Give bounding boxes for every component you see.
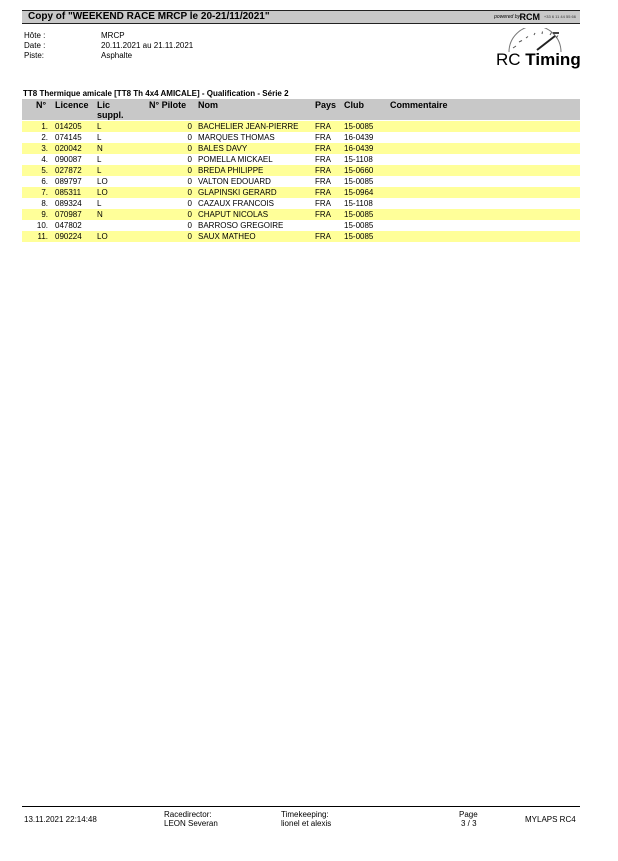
cell-pilot: 0 [187, 177, 192, 186]
logo-timing: Timing [525, 50, 581, 69]
cell-pilot: 0 [187, 133, 192, 142]
report-title-bar [22, 10, 580, 24]
track-label: Piste: [24, 51, 45, 60]
col-lic-suppl: Lic [97, 100, 111, 110]
table-header [22, 99, 580, 120]
track-value: Asphalte [101, 51, 133, 60]
cell-lic: LO [97, 188, 108, 197]
cell-name: BALES DAVY [198, 144, 248, 153]
cell-country: FRA [315, 133, 331, 142]
cell-club: 15-0660 [344, 166, 374, 175]
cell-name: BREDA PHILIPPE [198, 166, 264, 175]
table-row [22, 132, 580, 143]
cell-name: BARROSO GREGOIRE [198, 221, 284, 230]
cell-licence: 090087 [55, 155, 82, 164]
col-name: Nom [198, 100, 218, 110]
table-row [22, 165, 580, 176]
cell-name: BACHELIER JEAN-PIERRE [198, 122, 299, 131]
cell-lic: L [97, 122, 102, 131]
col-num: N° [36, 100, 47, 110]
cell-num: 9. [41, 210, 48, 219]
cell-num: 4. [41, 155, 48, 164]
col-club: Club [344, 100, 364, 110]
timekeeping-label: Timekeeping: [281, 810, 329, 819]
section-title: TT8 Thermique amicale [TT8 Th 4x4 AMICALE] - Qualification - Série 2 [23, 89, 289, 98]
cell-name: SAUX MATHEO [198, 232, 256, 241]
cell-club: 16-0439 [344, 144, 374, 153]
col-comment: Commentaire [390, 100, 448, 110]
cell-num: 5. [41, 166, 48, 175]
cell-club: 15-0964 [344, 188, 374, 197]
cell-pilot: 0 [187, 144, 192, 153]
cell-name: CHAPUT NICOLAS [198, 210, 269, 219]
cell-country: FRA [315, 155, 331, 164]
cell-pilot: 0 [187, 166, 192, 175]
cell-licence: 074145 [55, 133, 82, 142]
cell-lic: L [97, 133, 102, 142]
cell-lic: N [97, 210, 103, 219]
cell-num: 8. [41, 199, 48, 208]
cell-lic: L [97, 166, 102, 175]
date-value: 20.11.2021 au 21.11.2021 [101, 41, 194, 50]
cell-club: 15-0085 [344, 122, 374, 131]
cell-pilot: 0 [187, 122, 192, 131]
logo-text [496, 50, 581, 70]
cell-licence: 090224 [55, 232, 82, 241]
cell-name: MARQUES THOMAS [198, 133, 275, 142]
cell-num: 11. [37, 232, 48, 241]
col-pilot-num: N° Pilote [149, 100, 187, 110]
cell-lic: LO [97, 232, 108, 241]
cell-num: 10. [36, 221, 48, 230]
footer-datetime: 13.11.2021 22:14:48 [24, 815, 97, 824]
report-title: Copy of "WEEKEND RACE MRCP le 20-21/11/2021" [28, 11, 270, 22]
cell-licence: 085311 [55, 188, 82, 197]
cell-licence: 020042 [55, 144, 82, 153]
cell-club: 15-1108 [344, 155, 373, 164]
table-row [22, 187, 580, 198]
footer-divider [22, 806, 580, 807]
cell-name: CAZAUX FRANCOIS [198, 199, 275, 208]
cell-country: FRA [315, 232, 331, 241]
rc-timing-logo [495, 28, 585, 74]
cell-pilot: 0 [187, 221, 192, 230]
cell-name: POMELLA MICKAEL [198, 155, 273, 164]
cell-name: VALTON EDOUARD [198, 177, 271, 186]
cell-num: 3. [41, 144, 48, 153]
cell-club: 15-1108 [344, 199, 373, 208]
powered-by-label: powered by [494, 14, 520, 20]
cell-club: 15-0085 [344, 232, 374, 241]
table-row [22, 176, 580, 187]
logo-rc: RC [496, 50, 521, 69]
cell-pilot: 0 [187, 155, 192, 164]
table-row [22, 220, 580, 231]
rcm-brand: RCM [519, 12, 540, 22]
col-country: Pays [315, 100, 337, 110]
cell-club: 15-0085 [344, 177, 374, 186]
cell-num: 2. [41, 133, 48, 142]
cell-licence: 089324 [55, 199, 82, 208]
cell-name: GLAPINSKI GERARD [198, 188, 277, 197]
table-row [22, 231, 580, 242]
cell-num: 1. [41, 122, 48, 131]
cell-country: FRA [315, 199, 331, 208]
cell-country: FRA [315, 188, 331, 197]
cell-num: 7. [41, 188, 48, 197]
timekeeping-value: lionel et alexis [281, 819, 332, 828]
cell-lic: N [97, 144, 103, 153]
table-row [22, 143, 580, 154]
page-label: Page [459, 810, 478, 819]
cell-pilot: 0 [187, 188, 192, 197]
cell-pilot: 0 [187, 210, 192, 219]
cell-pilot: 0 [187, 232, 192, 241]
cell-licence: 027872 [55, 166, 82, 175]
cell-licence: 089797 [55, 177, 82, 186]
host-label: Hôte : [24, 31, 46, 40]
cell-club: 16-0439 [344, 133, 374, 142]
cell-lic: LO [97, 177, 108, 186]
page-value: 3 / 3 [461, 819, 477, 828]
host-value: MRCP [101, 31, 125, 40]
cell-country: FRA [315, 177, 331, 186]
cell-pilot: 0 [187, 199, 192, 208]
cell-lic: L [97, 199, 102, 208]
racedirector-label: Racedirector: [164, 810, 212, 819]
cell-club: 15-0085 [344, 221, 374, 230]
cell-licence: 014205 [55, 122, 82, 131]
footer-software: MYLAPS RC4 [525, 815, 576, 824]
cell-lic: L [97, 155, 102, 164]
col-lic-suppl-2: suppl. [97, 110, 124, 120]
cell-country: FRA [315, 144, 331, 153]
cell-country: FRA [315, 210, 331, 219]
table-row [22, 121, 580, 132]
cell-country: FRA [315, 122, 331, 131]
rcm-contact: +33 6 11 44 55 66 [543, 14, 576, 19]
racedirector-value: LEON Severan [164, 819, 218, 828]
table-row [22, 198, 580, 209]
date-label: Date : [24, 41, 46, 50]
table-row [22, 154, 580, 165]
cell-club: 15-0085 [344, 210, 374, 219]
table-row [22, 209, 580, 220]
cell-licence: 047802 [55, 221, 82, 230]
cell-licence: 070987 [55, 210, 82, 219]
col-licence: Licence [55, 100, 89, 110]
cell-country: FRA [315, 166, 331, 175]
cell-num: 6. [41, 177, 48, 186]
